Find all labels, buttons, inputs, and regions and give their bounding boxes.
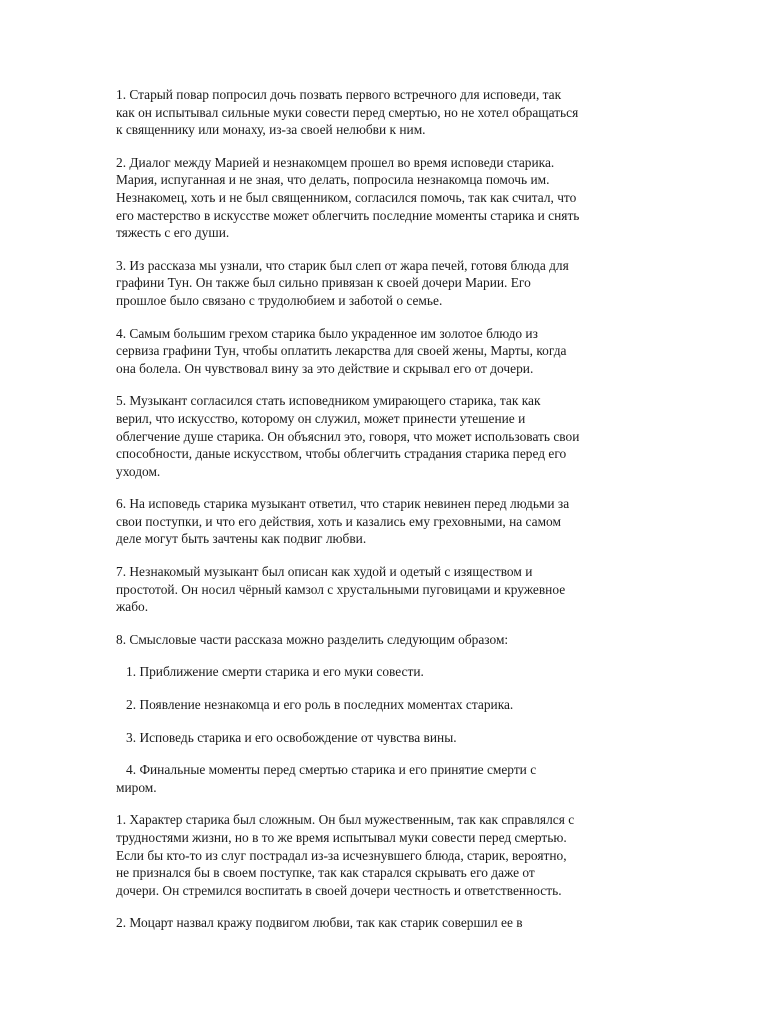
- paragraph-answer-4: 4. Самым большим грехом старика было украденное им золотое блюдо из сервиза графини Тун, чтобы оплатить лекарства для своей жены, Марты, когда она болела. Он чувствовал вину за это действие и скрывал его от дочери.: [116, 325, 567, 376]
- paragraph-character-2: 2. Моцарт назвал кражу подвигом любви, так как старик совершил ее в: [116, 915, 523, 931]
- list-item-part-2: 2. Появление незнакомца и его роль в последних моментах старика.: [116, 697, 514, 713]
- list-item-part-4: 4. Финальные моменты перед смертью старика и его принятие смерти с миром.: [116, 762, 537, 795]
- list-item-part-3: 3. Исповедь старика и его освобождение от чувства вины.: [116, 729, 457, 745]
- paragraph-answer-3: 3. Из рассказа мы узнали, что старик был слеп от жара печей, готовя блюда для графини Тун. Он также был сильно привязан к своей дочери Марии. Его прошлое было связано с трудолюбием и заботой о семье.: [116, 257, 569, 308]
- paragraph-answer-7: 7. Незнакомый музыкант был описан как худой и одетый с изяществом и простотой. Он носил чёрный камзол с хрустальными пуговицами и кружевное жабо.: [116, 564, 566, 615]
- paragraph-answer-5: 5. Музыкант согласился стать исповедником умирающего старика, так как верил, что искусство, которому он служил, может принести утешение и облегчение душе старика. Он объяснил это, говоря, что может использовать свои способности, даные искусством, чтобы облегчить страдания старика перед его уходом.: [116, 393, 580, 479]
- list-item-part-1: 1. Приближение смерти старика и его муки совести.: [116, 664, 424, 680]
- paragraph-character-1: 1. Характер старика был сложным. Он был мужественным, так как справлялся с трудностями жизни, но в то же время испытывал муки совести перед смертью. Если бы кто-то из слуг пострадал из-за исчезнувшего блюда, старик, вероятно, не признался бы в своем поступке, так как старался скрывать его даже от дочери. Он стремился воспитать в своей дочери честность и ответственность.: [116, 812, 575, 898]
- paragraph-answer-1: 1. Старый повар попросил дочь позвать первого встречного для исповеди, так как он испытывал сильные муки совести перед смертью, но не хотел обращаться к священнику или монаху, из-за своей нелюбви к ним.: [116, 87, 579, 138]
- paragraph-answer-8: 8. Смысловые части рассказа можно разделить следующим образом:: [116, 631, 509, 647]
- document-body: [116, 86, 661, 947]
- paragraph-answer-6: 6. На исповедь старика музыкант ответил, что старик невинен перед людьми за свои поступки, и что его действия, хоть и казались ему греховными, на самом деле могут быть зачтены как подвиг любви.: [116, 496, 570, 547]
- paragraph-answer-2: 2. Диалог между Марией и незнакомцем прошел во время исповеди старика. Мария, испуганная и не зная, что делать, попросила незнакомца помочь им. Незнакомец, хоть и не был священником, согласился помочь, так как считал, что его мастерство в искусстве может облегчить последние моменты старика и снять тяжесть с его души.: [116, 154, 580, 241]
